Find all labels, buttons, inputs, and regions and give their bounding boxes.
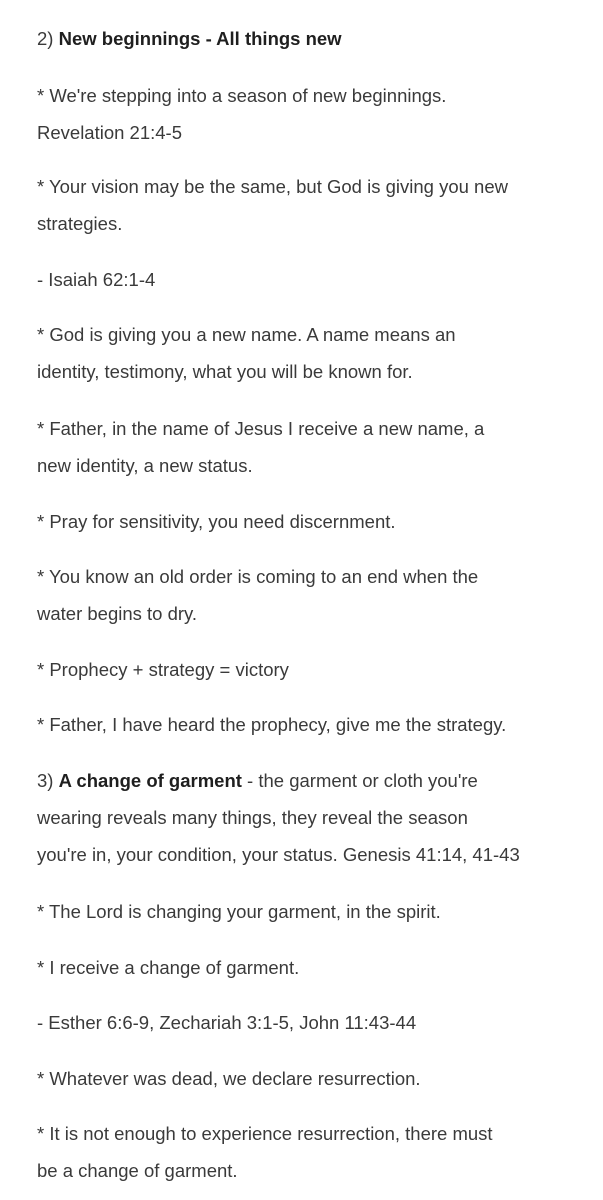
paragraph bbox=[37, 706, 597, 743]
section-2-heading bbox=[37, 20, 597, 57]
text-line: water begins to dry. bbox=[37, 603, 198, 624]
text-line: * The Lord is changing your garment, in the spirit. bbox=[37, 901, 441, 922]
text-line: - Esther 6:6-9, Zechariah 3:1-5, John 11:43-44 bbox=[37, 1012, 417, 1033]
text-line: * Father, in the name of Jesus I receive a new name, a bbox=[37, 418, 485, 439]
paragraph bbox=[37, 77, 597, 151]
text-line: * Father, I have heard the prophecy, give me the strategy. bbox=[37, 714, 507, 735]
text-line: Revelation 21:4-5 bbox=[37, 122, 183, 143]
paragraph bbox=[37, 1115, 597, 1189]
paragraph bbox=[37, 1060, 597, 1097]
text-line: * You know an old order is coming to an end when the bbox=[37, 566, 479, 587]
paragraph bbox=[37, 558, 597, 632]
paragraph bbox=[37, 410, 597, 484]
section-number: 2) bbox=[37, 28, 54, 49]
text-line: * Prophecy + strategy = victory bbox=[37, 659, 289, 680]
text-line: - Isaiah 62:1-4 bbox=[37, 269, 156, 290]
paragraph bbox=[37, 316, 597, 390]
text-line: * I receive a change of garment. bbox=[37, 957, 300, 978]
text-line: * Whatever was dead, we declare resurrection. bbox=[37, 1068, 421, 1089]
scripture-reference bbox=[37, 261, 597, 298]
text-line: new identity, a new status. bbox=[37, 455, 253, 476]
paragraph bbox=[37, 503, 597, 540]
text-line bbox=[37, 762, 597, 799]
paragraph bbox=[37, 168, 597, 242]
text-line: wearing reveals many things, they reveal the season bbox=[37, 807, 468, 828]
scripture-reference bbox=[37, 1004, 597, 1041]
section-title: New beginnings - All things new bbox=[58, 28, 342, 49]
text-line: * It is not enough to experience resurrection, there must bbox=[37, 1123, 493, 1144]
paragraph bbox=[37, 651, 597, 688]
paragraph bbox=[37, 893, 597, 930]
section-3-heading bbox=[37, 762, 597, 873]
paragraph bbox=[37, 949, 597, 986]
text-line: * God is giving you a new name. A name means an bbox=[37, 324, 456, 345]
text-line: * We're stepping into a season of new beginnings. bbox=[37, 85, 447, 106]
text-line: * Your vision may be the same, but God is giving you new bbox=[37, 176, 508, 197]
section-number: 3) bbox=[37, 770, 54, 791]
text-line: be a change of garment. bbox=[37, 1160, 238, 1181]
text-line: you're in, your condition, your status. Genesis 41:14, 41-43 bbox=[37, 844, 520, 865]
text-line: identity, testimony, what you will be known for. bbox=[37, 361, 413, 382]
section-intro: - the garment or cloth you're bbox=[241, 770, 478, 791]
text-line: strategies. bbox=[37, 213, 123, 234]
section-title: A change of garment bbox=[58, 770, 242, 791]
text-line: * Pray for sensitivity, you need discernment. bbox=[37, 511, 396, 532]
